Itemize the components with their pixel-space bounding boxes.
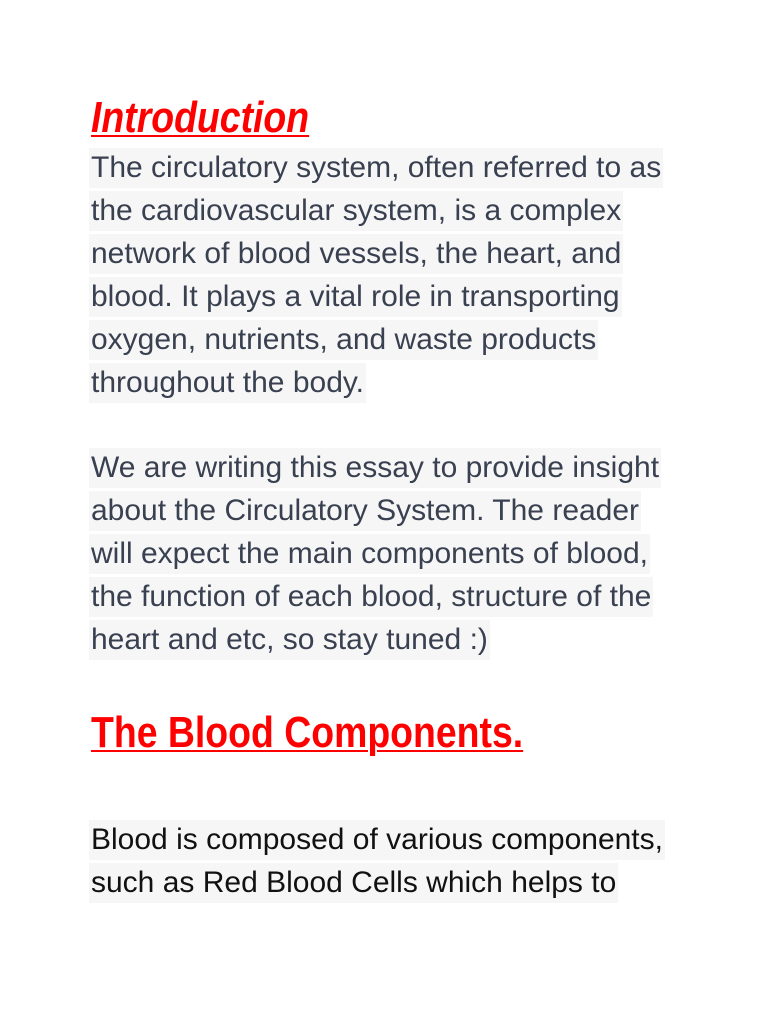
- text-line: Blood is composed of various components,: [89, 820, 665, 860]
- text-line: blood. It plays a vital role in transporting: [89, 277, 622, 317]
- section-heading-blood-components: The Blood Components.: [91, 708, 524, 757]
- section-heading-introduction: Introduction: [91, 93, 310, 142]
- paragraph-intro-1: [89, 148, 663, 406]
- text-line: throughout the body.: [89, 363, 366, 403]
- text-line: network of blood vessels, the heart, and: [89, 234, 623, 274]
- text-line: such as Red Blood Cells which helps to: [89, 863, 618, 903]
- text-line: The circulatory system, often referred to as: [89, 148, 663, 188]
- text-line: oxygen, nutrients, and waste products: [89, 320, 598, 360]
- paragraph-blood-components-1: [89, 820, 665, 906]
- text-line: We are writing this essay to provide insight: [89, 448, 661, 488]
- text-line: the cardiovascular system, is a complex: [89, 191, 623, 231]
- paragraph-intro-2: [89, 448, 661, 663]
- text-line: will expect the main components of blood,: [89, 534, 650, 574]
- text-line: heart and etc, so stay tuned :): [89, 620, 490, 660]
- text-line: about the Circulatory System. The reader: [89, 491, 641, 531]
- text-line: the function of each blood, structure of the: [89, 577, 653, 617]
